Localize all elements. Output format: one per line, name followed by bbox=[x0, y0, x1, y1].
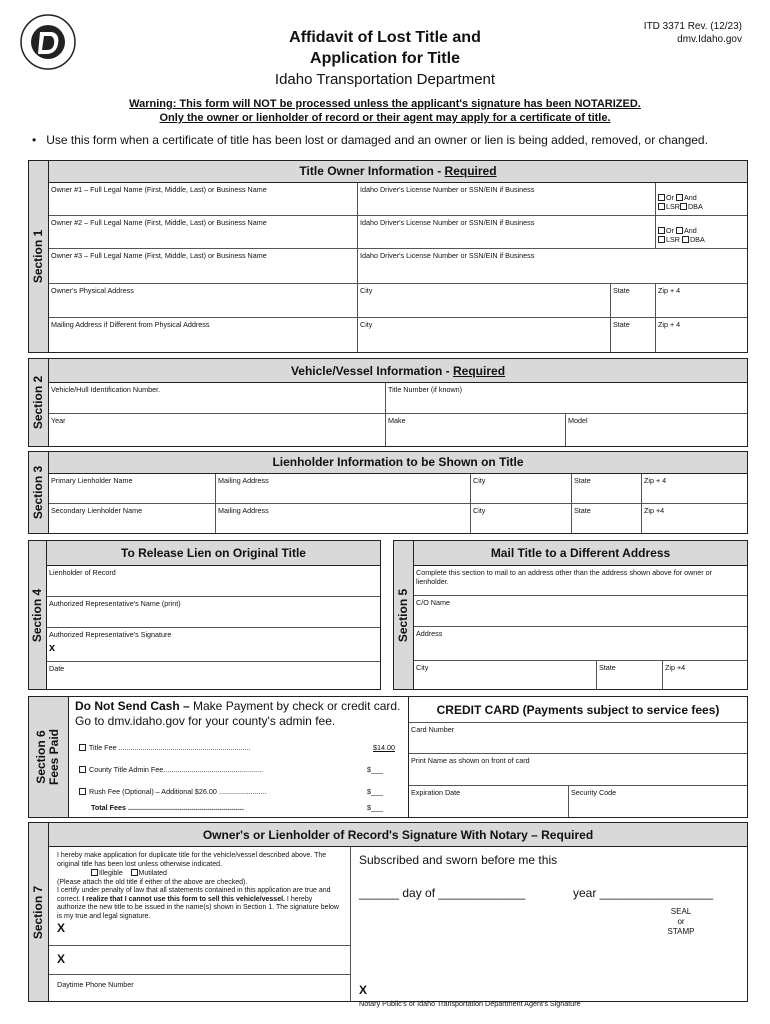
owner1-options: Or And LSR DBA bbox=[656, 183, 747, 216]
mailing-zip-field[interactable]: Zip + 4 bbox=[658, 320, 681, 329]
year-field[interactable]: Year bbox=[49, 414, 386, 446]
section-5-label: Section 5 bbox=[394, 541, 414, 689]
owner-signature-x: X bbox=[57, 952, 66, 966]
warning: Warning: This form will NOT be processed unless the applicant's signature has been NOTARIZED. Only the owner or lienholder of record or their agent may apply for a certificate of title. bbox=[129, 98, 641, 124]
mutilated-checkbox[interactable] bbox=[131, 869, 138, 876]
county-fee-checkbox[interactable] bbox=[79, 766, 86, 773]
section-1 bbox=[28, 160, 748, 353]
mail-zip-field[interactable]: Zip +4 bbox=[665, 663, 686, 672]
section-7-label: Section 7 bbox=[29, 823, 49, 1001]
title-fee-checkbox[interactable] bbox=[79, 744, 86, 751]
primary-state-field[interactable]: State bbox=[572, 474, 642, 504]
physical-address-field[interactable]: Owner's Physical Address bbox=[49, 284, 358, 318]
mail-title-note: Complete this section to mail to an address other than the address shown above for owner or lienholder. bbox=[414, 566, 747, 596]
mailing-city-field[interactable]: City bbox=[358, 318, 611, 352]
mailing-state-field[interactable]: State bbox=[611, 318, 656, 352]
physical-city-field[interactable]: City bbox=[358, 284, 611, 318]
section-2-label: Section 2 bbox=[29, 359, 49, 446]
owner1-dba-checkbox[interactable] bbox=[680, 203, 687, 210]
owner3-name-field[interactable]: Owner #3 – Full Legal Name (First, Middle, Last) or Business Name bbox=[49, 249, 358, 284]
seal-stamp-area: SEAL or STAMP bbox=[667, 907, 695, 936]
card-name-field[interactable]: Print Name as shown on front of card bbox=[409, 754, 747, 786]
owner1-and-checkbox[interactable] bbox=[676, 194, 683, 201]
title-number-field[interactable]: Title Number (if known) bbox=[386, 383, 747, 414]
section-1-header: Title Owner Information - Required bbox=[49, 161, 747, 183]
section-3-label: Section 3 bbox=[29, 452, 49, 533]
make-field[interactable]: Make bbox=[386, 414, 566, 446]
mail-state-field[interactable]: State bbox=[597, 661, 663, 689]
rep-name-field[interactable]: Authorized Representative's Name (print) bbox=[47, 597, 380, 628]
owner-signature-field[interactable] bbox=[49, 946, 351, 975]
form-id: ITD 3371 Rev. (12/23) dmv.Idaho.gov bbox=[643, 21, 742, 45]
rush-fee-row: Rush Fee (Optional) – Additional $26.00 ........................ $___ bbox=[79, 787, 405, 796]
primary-lienholder-field[interactable]: Primary Lienholder Name bbox=[49, 474, 216, 504]
notary-panel bbox=[351, 847, 747, 1008]
section-5-header: Mail Title to a Different Address bbox=[414, 541, 747, 566]
primary-city-field[interactable]: City bbox=[471, 474, 572, 504]
primary-zip-field[interactable]: Zip + 4 bbox=[642, 474, 747, 504]
section-6-label: Section 6 Fees Paid bbox=[29, 697, 69, 817]
physical-zip-field[interactable]: Zip + 4 bbox=[656, 284, 747, 318]
owner1-name-field[interactable]: Owner #1 – Full Legal Name (First, Middle, Last) or Business Name bbox=[49, 183, 358, 216]
mail-city-field[interactable]: City bbox=[414, 661, 597, 689]
sworn-text: Subscribed and sworn before me this bbox=[359, 853, 558, 867]
rep-signature-label: Authorized Representative's Signature bbox=[49, 630, 172, 639]
physical-state-field[interactable]: State bbox=[611, 284, 656, 318]
idaho-seal-logo bbox=[18, 12, 78, 72]
daytime-phone-field[interactable]: Daytime Phone Number bbox=[49, 975, 351, 1001]
section-4 bbox=[28, 540, 381, 690]
section-7-header: Owner's or Lienholder of Record's Signature With Notary – Required bbox=[49, 823, 747, 847]
owner1-or-checkbox[interactable] bbox=[658, 194, 665, 201]
form-title: Affidavit of Lost Title and Application for Title bbox=[289, 29, 481, 67]
statement-x: X bbox=[57, 921, 66, 935]
vin-field[interactable]: Vehicle/Hull Identification Number. bbox=[49, 383, 386, 414]
fees-panel bbox=[69, 697, 409, 817]
expiration-date-field[interactable]: Expiration Date bbox=[409, 786, 569, 817]
section-1-label: Section 1 bbox=[29, 161, 49, 352]
section-3 bbox=[28, 451, 748, 534]
card-number-field[interactable]: Card Number bbox=[409, 723, 747, 754]
owner3-dl-field[interactable]: Idaho Driver's License Number or SSN/EIN if Business bbox=[358, 249, 747, 284]
co-name-field[interactable]: C/O Name bbox=[414, 596, 747, 627]
department-name: Idaho Transportation Department bbox=[274, 71, 496, 88]
secondary-mailing-field[interactable]: Mailing Address bbox=[216, 504, 471, 533]
mail-address-field[interactable]: Address bbox=[414, 627, 747, 661]
secondary-state-field[interactable]: State bbox=[572, 504, 642, 533]
credit-card-title: CREDIT CARD (Payments subject to service fees) bbox=[409, 697, 747, 723]
release-date-field[interactable]: Date bbox=[49, 664, 65, 673]
section-6 bbox=[28, 696, 748, 818]
owner2-name-field[interactable]: Owner #2 – Full Legal Name (First, Middle, Last) or Business Name bbox=[49, 216, 358, 249]
notary-signature-x[interactable]: X bbox=[359, 983, 368, 997]
security-code-field[interactable]: Security Code bbox=[571, 788, 617, 797]
section-4-header: To Release Lien on Original Title bbox=[47, 541, 380, 566]
intro-text: • Use this form when a certificate of title has been lost or damaged and an owner or lien is being added, removed, or changed. bbox=[32, 133, 708, 147]
county-fee-row: County Title Admin Fee.................................................. $___ bbox=[79, 765, 405, 774]
secondary-city-field[interactable]: City bbox=[471, 504, 572, 533]
section-5 bbox=[393, 540, 748, 690]
owner1-dl-field[interactable]: Idaho Driver's License Number or SSN/EIN if Business bbox=[358, 183, 656, 216]
owner1-lsr-checkbox[interactable] bbox=[658, 203, 665, 210]
title-fee-row: Title Fee .................................................................. $14.00 bbox=[79, 743, 405, 752]
section-4-label: Section 4 bbox=[29, 541, 47, 689]
applicant-statement: I hereby make application for duplicate title for the vehicle/vessel described above. The original title has been lost unless otherwise indicated. Illegible Mutilated (Please attach the old title if either of the above are checked). I certify under penalty of law that all statements contained in this application are true and correct. I realize that I cannot use this form to sell this vehicle/vessel. I hereby authorize the new title to be issued in the name(s) shown in Section 1. The signature below is my true and legal signature. X bbox=[49, 847, 351, 946]
model-field[interactable]: Model bbox=[568, 416, 588, 425]
lienholder-of-record-field[interactable]: Lienholder of Record bbox=[47, 566, 380, 597]
rep-signature-field[interactable] bbox=[47, 628, 380, 662]
day-line[interactable]: ______ day of _____________ bbox=[359, 886, 526, 900]
owner2-and-checkbox[interactable] bbox=[676, 227, 683, 234]
owner2-dba-checkbox[interactable] bbox=[682, 236, 689, 243]
section-2 bbox=[28, 358, 748, 447]
section-2-header: Vehicle/Vessel Information - Required bbox=[49, 359, 747, 383]
rush-fee-checkbox[interactable] bbox=[79, 788, 86, 795]
section-3-header: Lienholder Information to be Shown on Title bbox=[49, 452, 747, 474]
owner2-lsr-checkbox[interactable] bbox=[658, 236, 665, 243]
owner2-options: Or And LSR DBA bbox=[656, 216, 747, 249]
cash-warning: Do Not Send Cash – Make Payment by check or credit card. Go to dmv.idaho.gov for your county's admin fee. bbox=[75, 699, 401, 728]
notary-signature-label: Notary Public's or Idaho Transportation Department Agent's Signature bbox=[359, 999, 581, 1008]
section-7 bbox=[28, 822, 748, 1008]
mailing-address-field[interactable]: Mailing Address if Different from Physical Address bbox=[49, 318, 358, 352]
illegible-checkbox[interactable] bbox=[91, 869, 98, 876]
owner2-or-checkbox[interactable] bbox=[658, 227, 665, 234]
credit-card-panel bbox=[409, 697, 747, 817]
owner2-dl-field[interactable]: Idaho Driver's License Number or SSN/EIN if Business bbox=[358, 216, 656, 249]
secondary-zip-field[interactable]: Zip +4 bbox=[644, 506, 665, 515]
secondary-lienholder-field[interactable]: Secondary Lienholder Name bbox=[49, 504, 216, 533]
rep-signature-x: x bbox=[49, 642, 56, 654]
primary-mailing-field[interactable]: Mailing Address bbox=[216, 474, 471, 504]
total-fee-row: Total Fees .......................................................... $___ bbox=[91, 803, 383, 812]
year-line[interactable]: year _________________ bbox=[573, 886, 714, 900]
